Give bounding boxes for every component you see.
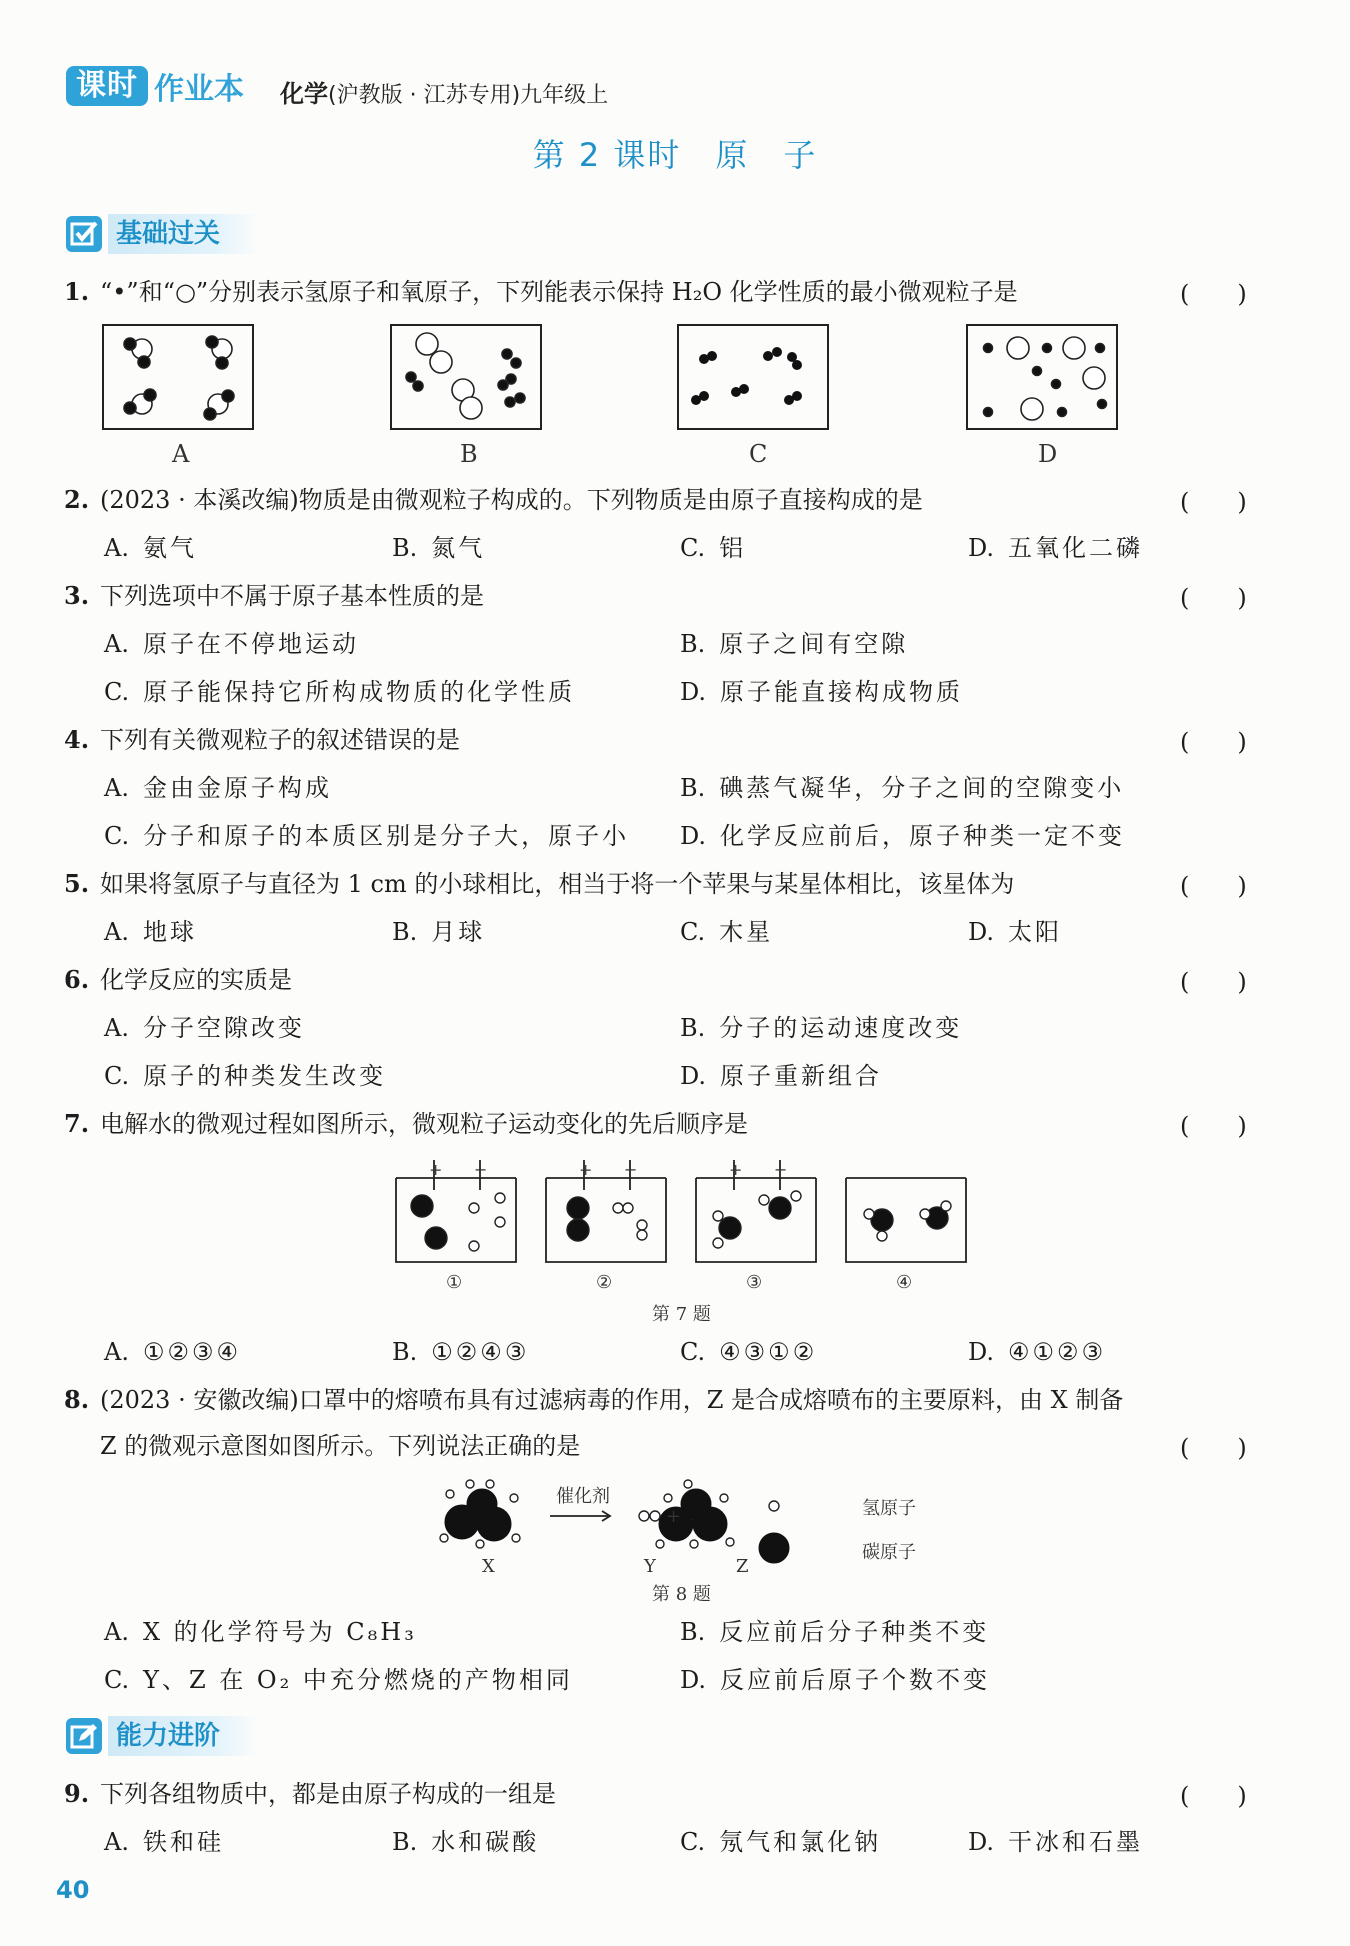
question-4 [64, 722, 460, 758]
option-d[interactable]: D. ④①②③ [968, 1338, 1107, 1366]
q1-figure [100, 322, 1130, 430]
answer-blank[interactable]: ( ) [1180, 872, 1247, 900]
answer-blank[interactable]: ( ) [1180, 1112, 1247, 1140]
q7-caption: 第 7 题 [652, 1304, 711, 1325]
question-text: “•”和“○”分别表示氢原子和氧原子，下列能表示保持 H₂O 化学性质的最小微观粒子是 [100, 278, 1018, 306]
question-text-1: (2023 · 安徽改编)口罩中的熔喷布具有过滤病毒的作用，Z 是合成熔喷布的主要原料，由 X 制备 [100, 1386, 1124, 1414]
option-c[interactable]: C. Y、Z 在 O₂ 中充分燃烧的产物相同 [104, 1666, 573, 1694]
pencil-icon [66, 1718, 102, 1754]
question-text: 化学反应的实质是 [100, 966, 292, 994]
option-b[interactable]: B. 分子的运动速度改变 [680, 1014, 963, 1042]
question-text-2: Z 的微观示意图如图所示。下列说法正确的是 [100, 1432, 581, 1460]
option-c[interactable]: C. 木星 [680, 918, 774, 946]
answer-blank[interactable]: ( ) [1180, 968, 1247, 996]
answer-blank[interactable]: ( ) [1180, 728, 1247, 756]
option-c[interactable]: C. 原子能保持它所构成物质的化学性质 [104, 678, 576, 706]
legend-carbon: 碳原子 [862, 1542, 916, 1563]
option-d[interactable]: D. 原子能直接构成物质 [680, 678, 964, 706]
question-number: 1. [64, 277, 90, 306]
lesson-title: 第 2 课时 原 子 [532, 136, 818, 174]
catalyst-label: 催化剂 [556, 1486, 610, 1507]
answer-blank[interactable]: ( ) [1180, 488, 1247, 516]
question-2 [64, 482, 923, 518]
option-a[interactable]: A. X 的化学符号为 C₈H₃ [104, 1618, 417, 1646]
subject-line [280, 74, 608, 109]
brand-logo [66, 64, 244, 108]
q7-label-4: ④ [896, 1272, 913, 1293]
option-a[interactable]: A. 金由金原子构成 [104, 774, 332, 802]
question-number: 3. [64, 581, 90, 610]
option-b[interactable]: B. 氮气 [392, 534, 486, 562]
option-b[interactable]: B. 月球 [392, 918, 486, 946]
q1-box-c [678, 325, 828, 429]
q7-label-1: ① [446, 1272, 463, 1293]
option-a[interactable]: A. 原子在不停地运动 [104, 630, 359, 658]
option-b[interactable]: B. ①②④③ [392, 1338, 530, 1366]
question-7 [64, 1106, 748, 1142]
plus-sign: + [666, 1506, 682, 1527]
brand-badge: 课时 [66, 66, 148, 106]
option-c[interactable]: C. 原子的种类发生改变 [104, 1062, 387, 1090]
page-number: 40 [56, 1876, 90, 1904]
option-c[interactable]: C. 铝 [680, 534, 747, 562]
option-d[interactable]: D. 化学反应前后，原子种类一定不变 [680, 822, 1126, 850]
question-1 [64, 274, 1018, 310]
question-number: 4. [64, 725, 90, 754]
option-d[interactable]: D. 干冰和石墨 [968, 1828, 1144, 1856]
label-z: Z [736, 1556, 749, 1577]
option-d[interactable]: D. 太阳 [968, 918, 1063, 946]
q1-label-b: B [460, 440, 478, 468]
section-basic-label: 基础过关 [108, 214, 260, 254]
option-a[interactable]: A. ①②③④ [104, 1338, 242, 1366]
answer-blank[interactable]: ( ) [1180, 1782, 1247, 1810]
question-number: 7. [64, 1109, 90, 1138]
question-number: 8. [64, 1385, 90, 1414]
option-b[interactable]: B. 反应前后分子种类不变 [680, 1618, 990, 1646]
question-text: 如果将氢原子与直径为 1 cm 的小球相比，相当于将一个苹果与某星体相比，该星体为 [100, 870, 1015, 898]
option-d[interactable]: D. 原子重新组合 [680, 1062, 883, 1090]
electrode-minus: − [624, 1160, 638, 1179]
q1-label-d: D [1038, 440, 1058, 468]
answer-blank[interactable]: ( ) [1180, 584, 1247, 612]
question-text: 下列有关微观粒子的叙述错误的是 [100, 726, 460, 754]
electrode-plus: + [579, 1160, 593, 1179]
electrode-plus: + [729, 1160, 743, 1179]
label-x: X [482, 1556, 495, 1577]
subject-bold: 化学 [280, 80, 328, 108]
question-number: 5. [64, 869, 90, 898]
option-c[interactable]: C. 氖气和氯化钠 [680, 1828, 882, 1856]
label-y: Y [644, 1556, 656, 1577]
option-a[interactable]: A. 铁和硅 [104, 1828, 224, 1856]
q7-label-2: ② [596, 1272, 613, 1293]
option-b[interactable]: B. 碘蒸气凝华，分子之间的空隙变小 [680, 774, 1125, 802]
q7-label-3: ③ [746, 1272, 763, 1293]
question-6 [64, 962, 292, 998]
option-c[interactable]: C. 分子和原子的本质区别是分子大，原子小 [104, 822, 630, 850]
answer-blank[interactable]: ( ) [1180, 1434, 1247, 1462]
question-number: 9. [64, 1779, 90, 1808]
question-text: 下列各组物质中，都是由原子构成的一组是 [100, 1780, 556, 1808]
question-5 [64, 866, 1014, 902]
option-a[interactable]: A. 氨气 [104, 534, 197, 562]
question-8 [64, 1382, 1123, 1418]
question-number: 2. [64, 485, 90, 514]
electrode-minus: − [774, 1160, 788, 1179]
option-d[interactable]: D. 反应前后原子个数不变 [680, 1666, 991, 1694]
section-advanced-label: 能力进阶 [108, 1716, 260, 1756]
option-d[interactable]: D. 五氧化二磷 [968, 534, 1144, 562]
answer-blank[interactable]: ( ) [1180, 280, 1247, 308]
question-9 [64, 1776, 556, 1812]
option-b[interactable]: B. 原子之间有空隙 [680, 630, 909, 658]
option-c[interactable]: C. ④③①② [680, 1338, 818, 1366]
q8-caption: 第 8 题 [652, 1584, 711, 1605]
question-number: 6. [64, 965, 90, 994]
question-3 [64, 578, 484, 614]
section-advanced-header [66, 1714, 260, 1758]
question-8-continued [100, 1428, 580, 1464]
electrode-minus: − [474, 1160, 488, 1179]
subject-edition: (沪教版 · 江苏专用)九年级上 [328, 83, 609, 108]
option-b[interactable]: B. 水和碳酸 [392, 1828, 540, 1856]
q8-figure [432, 1476, 832, 1566]
option-a[interactable]: A. 分子空隙改变 [104, 1014, 305, 1042]
q1-label-c: C [749, 440, 768, 468]
question-text: (2023 · 本溪改编)物质是由微观粒子构成的。下列物质是由原子直接构成的是 [100, 486, 923, 514]
q1-label-a: A [172, 440, 190, 468]
question-text: 电解水的微观过程如图所示，微观粒子运动变化的先后顺序是 [100, 1110, 748, 1138]
electrode-plus: + [429, 1160, 443, 1179]
section-basic-header [66, 212, 260, 256]
legend-hydrogen: 氢原子 [862, 1498, 916, 1519]
brand-name: 作业本 [154, 72, 244, 107]
checkbox-icon [66, 216, 102, 252]
option-a[interactable]: A. 地球 [104, 918, 197, 946]
question-text: 下列选项中不属于原子基本性质的是 [100, 582, 484, 610]
